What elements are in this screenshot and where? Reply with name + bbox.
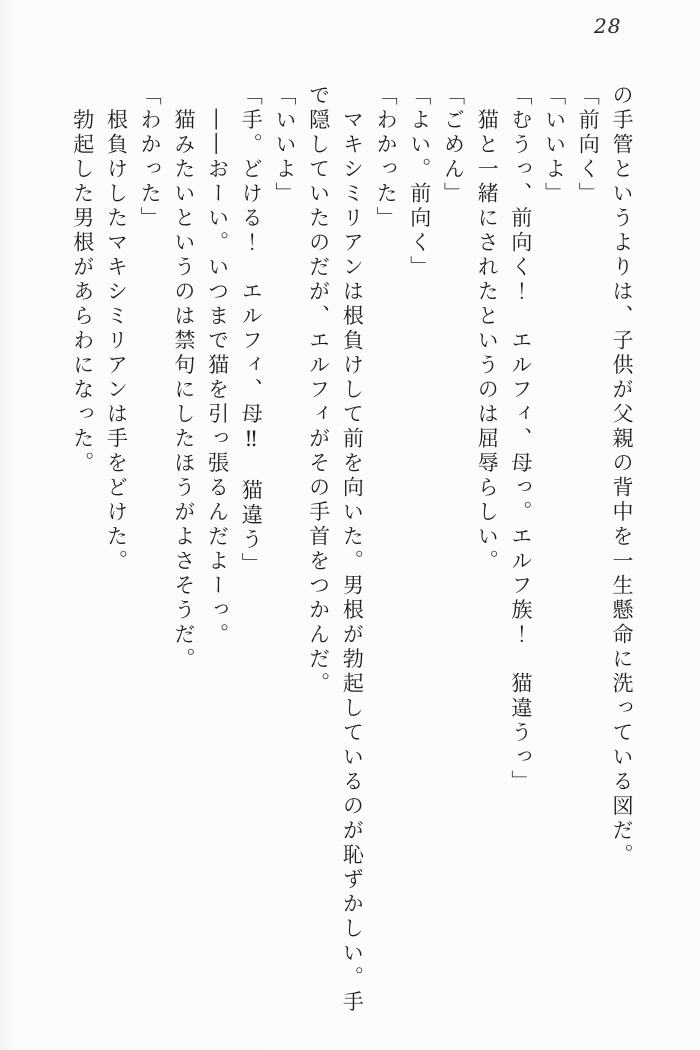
text-line: 「よい。前向く」	[407, 84, 432, 280]
text-line: 「むうっ、前向く！ エルフィ、母っ。エルフ族！ 猫違うっ」	[508, 84, 533, 795]
text-line: 根負けしたマキシミリアンは手をどけた。	[104, 84, 129, 574]
text-line: 猫と一緒にされたというのは屈辱らしい。	[475, 84, 500, 574]
text-line: ――おーい。いつまで猫を引っ張るんだよーっ。	[205, 84, 230, 648]
text-line: 猫みたいというのは禁句にしたほうがよさそうだ。	[171, 84, 196, 672]
text-line: 「前向く」	[576, 84, 601, 207]
text-line: 「手。どける！ エルフィ、母‼ 猫違う」	[239, 84, 264, 577]
page-number: 28	[594, 14, 622, 38]
text-line: 勃起した男根があらわになった。	[70, 84, 95, 476]
text-line: 「ごめん」	[441, 84, 466, 207]
text-line: の手管というよりは、子供が父親の背中を一生懸命に洗っている図だ。	[610, 84, 634, 868]
text-line: 「いいよ」	[272, 84, 297, 207]
text-line: マキシミリアンは根負けして前を向いた。男根が勃起しているのが恥ずかしい。手	[340, 84, 365, 1015]
text-line: 「わかった」	[374, 84, 399, 231]
text-line: 「いいよ」	[542, 84, 567, 207]
text-line: 「わかった」	[138, 84, 163, 231]
text-line: で隠していたのだが、エルフィがその手首をつかんだ。	[306, 84, 331, 697]
page-text	[65, 84, 638, 1038]
